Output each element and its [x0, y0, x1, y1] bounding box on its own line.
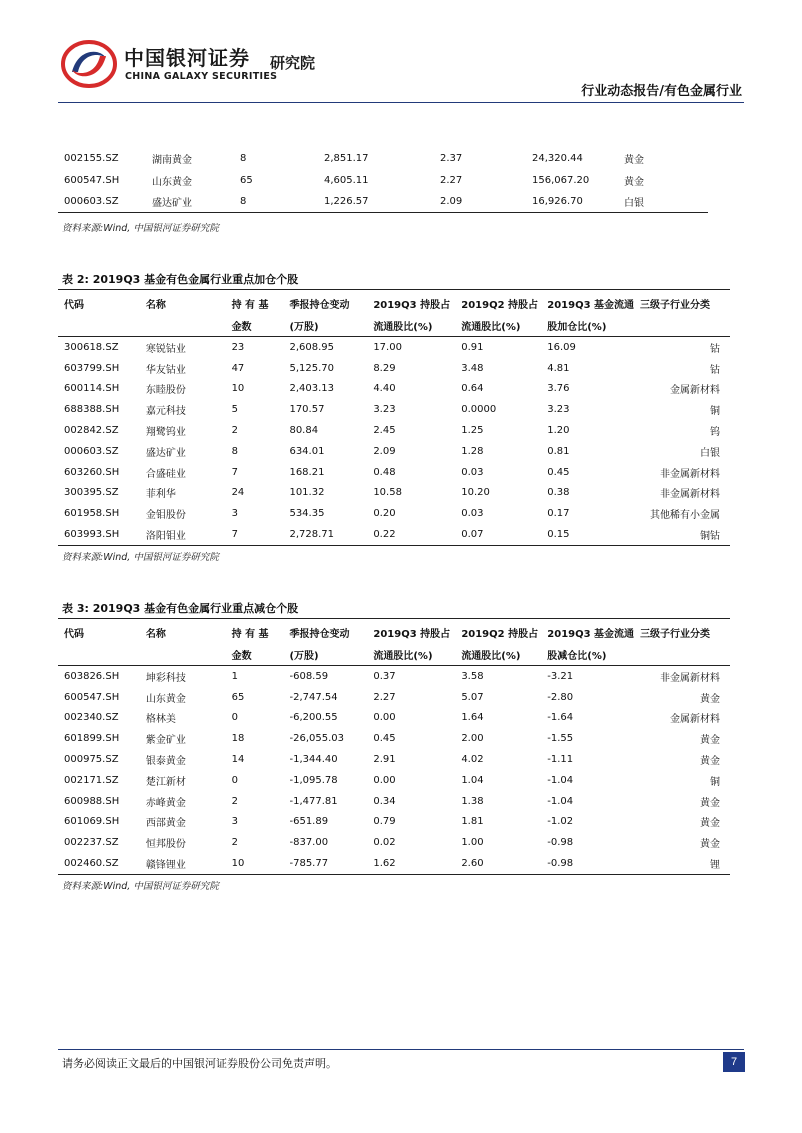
table-cell: 非金属新材料	[660, 489, 720, 501]
company-logo	[60, 38, 350, 90]
table-cell: 0.91	[461, 341, 484, 353]
table-cell: 1.64	[461, 712, 484, 724]
table-cell: 3.23	[373, 404, 396, 416]
table-cell: -1.04	[547, 795, 574, 807]
table-cell: 14	[231, 754, 245, 766]
table-cell: -1.02	[547, 816, 574, 828]
table-cell: 3.58	[461, 670, 484, 682]
table-cell: -3.21	[547, 670, 574, 682]
table-cell: 黄金	[700, 735, 720, 747]
table-cell: 金属新材料	[670, 385, 720, 397]
table-cell: 非金属新材料	[660, 672, 720, 684]
table-cell: 002340.SZ	[64, 712, 119, 724]
table-cell: 2.27	[373, 691, 396, 703]
table-cell: 10.20	[461, 487, 490, 499]
table-cell: 7	[226, 524, 284, 545]
table-row	[58, 832, 730, 853]
table-cell: 3.48	[461, 362, 484, 374]
column-header	[634, 643, 730, 666]
table-cell: 1.25	[461, 425, 484, 437]
table-row	[58, 420, 730, 441]
table-cell: 0.34	[373, 795, 396, 807]
table3-header-row2	[58, 643, 730, 666]
table-cell: 0.38	[547, 487, 570, 499]
table-cell: 山东黄金	[145, 693, 186, 705]
column-header: 2019Q2 持股占	[455, 619, 541, 644]
column-header: 持 有 基	[226, 619, 284, 644]
table-cell: 16,926.70	[526, 191, 618, 213]
page-number: 7	[723, 1052, 745, 1072]
table-cell: 1,226.57	[318, 191, 434, 213]
table-cell: 黄金	[700, 797, 720, 809]
table2-header-row2	[58, 314, 730, 337]
table-cell: 0.02	[373, 837, 396, 849]
column-header: 代码	[58, 619, 140, 644]
table-cell: 80.84	[289, 425, 319, 437]
galaxy-logo-icon	[60, 38, 118, 90]
table-cell: -1,095.78	[289, 774, 338, 786]
table-row	[58, 812, 730, 833]
table-row	[58, 337, 730, 358]
table1-body	[58, 148, 708, 213]
table-cell: 0.03	[461, 466, 484, 478]
table-cell: 2,608.95	[289, 341, 334, 353]
table-cell: 湖南黄金	[152, 155, 192, 167]
table-cell: -651.89	[289, 816, 329, 828]
table-cell: 2.09	[434, 191, 526, 213]
table-cell: -837.00	[289, 837, 329, 849]
table-cell: 7	[231, 466, 238, 478]
table-cell: 赤峰黄金	[145, 797, 186, 809]
table-cell: 西部黄金	[145, 818, 186, 830]
table-cell: 0.20	[373, 508, 396, 520]
table-cell: 钴	[710, 343, 720, 355]
table-cell: 0.79	[373, 816, 396, 828]
column-header: 2019Q3 基金流通	[541, 619, 634, 644]
table-cell: 600547.SH	[64, 174, 120, 186]
table2-header	[58, 290, 730, 337]
table-cell: 0.81	[547, 445, 570, 457]
table-cell: 0.37	[373, 670, 396, 682]
table2-body	[58, 337, 730, 546]
table-cell: 600988.SH	[64, 795, 120, 807]
table-cell: 赣锋锂业	[140, 853, 226, 874]
table-cell: 2.45	[373, 425, 396, 437]
table-row	[58, 483, 730, 504]
header-divider	[58, 102, 744, 103]
table-cell: 铜	[710, 406, 720, 418]
table3-header	[58, 619, 730, 666]
table-cell: 600547.SH	[64, 691, 120, 703]
table-cell: 黄金	[700, 756, 720, 768]
table-cell: 0.00	[373, 712, 396, 724]
table-cell: 0.45	[547, 466, 570, 478]
table-cell: -1.64	[547, 712, 574, 724]
table-cell: 2	[231, 425, 238, 437]
table-row	[58, 148, 708, 169]
table-cell: 8.29	[373, 362, 396, 374]
table-cell: 000603.SZ	[64, 445, 119, 457]
table-row	[58, 666, 730, 687]
column-header: 流通股比(%)	[455, 643, 541, 666]
table-cell: -26,055.03	[289, 733, 344, 745]
table-cell: 0.03	[461, 508, 484, 520]
table-cell: 3.23	[547, 404, 570, 416]
table-cell: 300618.SZ	[64, 341, 119, 353]
table-cell: 600114.SH	[64, 383, 120, 395]
table-cell: 168.21	[289, 466, 325, 478]
table-cell: 2.37	[440, 153, 463, 165]
table-row	[58, 379, 730, 400]
table-cell: 2,851.17	[324, 153, 369, 165]
table-cell: 0.0000	[461, 404, 497, 416]
column-header: 2019Q3 基金流通	[541, 290, 634, 315]
table-cell: 银泰黄金	[145, 756, 186, 768]
table-cell: 634.01	[289, 445, 325, 457]
column-header: 2019Q3 持股占	[367, 619, 455, 644]
column-header	[58, 314, 140, 337]
table-cell: 601958.SH	[64, 508, 120, 520]
table-cell: 002155.SZ	[64, 153, 119, 165]
logo-chinese-name: 中国银河证券	[124, 46, 250, 70]
table-cell: 300395.SZ	[64, 487, 119, 499]
table-row	[58, 770, 730, 791]
table-cell: -785.77	[283, 853, 367, 874]
column-header: 三级子行业分类	[634, 290, 730, 315]
table-cell: 锂	[634, 853, 730, 874]
table-cell: 2.60	[455, 853, 541, 874]
table-cell: 47	[231, 362, 245, 374]
table-cell: 65	[240, 174, 253, 186]
table-cell: 1.28	[461, 445, 484, 457]
table2-caption: 表 2: 2019Q3 基金有色金属行业重点加仓个股	[62, 273, 299, 286]
table-cell: 10	[231, 383, 245, 395]
table3-header-row1	[58, 619, 730, 644]
table-cell: -2.80	[547, 691, 574, 703]
column-header: 名称	[140, 619, 226, 644]
footer-disclaimer: 请务必阅读正文最后的中国银河证券股份公司免责声明。	[62, 1057, 337, 1070]
column-header: 持 有 基	[226, 290, 284, 315]
table3-source: 资料来源:Wind, 中国银河证券研究院	[62, 881, 219, 892]
table-cell: 002842.SZ	[64, 425, 119, 437]
table-cell: 3	[231, 816, 238, 828]
table-cell: 1.04	[461, 774, 484, 786]
table-cell: 1.38	[461, 795, 484, 807]
table-cell: 8	[231, 445, 238, 457]
column-header	[140, 643, 226, 666]
table-cell: 黄金	[700, 839, 720, 851]
table-cell: 4.40	[373, 383, 396, 395]
table-cell: -1,477.81	[289, 795, 338, 807]
table-cell: 金属新材料	[670, 714, 720, 726]
table-cell: 002237.SZ	[64, 837, 119, 849]
column-header: 季报持仓变动	[283, 290, 367, 315]
table-cell: 黄金	[624, 176, 644, 188]
column-header: 金数	[226, 643, 284, 666]
table-cell: 坤彩科技	[145, 672, 186, 684]
table-cell: -2,747.54	[289, 691, 338, 703]
column-header	[634, 314, 730, 337]
table-cell: 2	[231, 795, 238, 807]
table1-source: 资料来源:Wind, 中国银河证券研究院	[62, 223, 219, 234]
table-cell: 钨	[710, 427, 720, 439]
table-cell: 18	[231, 733, 245, 745]
table-row	[58, 749, 730, 770]
column-header: (万股)	[283, 643, 367, 666]
table-cell: 0	[231, 712, 238, 724]
column-header: 三级子行业分类	[634, 619, 730, 644]
table-cell: 17.00	[373, 341, 402, 353]
table2-overweight-stocks	[58, 289, 730, 546]
table-cell: 0.48	[373, 466, 396, 478]
table-cell: 002460.SZ	[58, 853, 140, 874]
table-row	[58, 708, 730, 729]
table-cell: 16.09	[547, 341, 576, 353]
table-cell: 23	[231, 341, 245, 353]
table-cell: 金钼股份	[145, 510, 186, 522]
column-header: 股加仓比(%)	[541, 314, 634, 337]
table-cell: 603993.SH	[58, 524, 140, 545]
table-cell: 白银	[700, 447, 720, 459]
table-cell: 翔鹭钨业	[145, 427, 186, 439]
column-header: (万股)	[283, 314, 367, 337]
table-row	[58, 687, 730, 708]
table-cell: 000975.SZ	[64, 754, 119, 766]
table-cell: 10	[226, 853, 284, 874]
table-cell: 601069.SH	[64, 816, 120, 828]
table-row	[58, 399, 730, 420]
table-cell: 24	[231, 487, 245, 499]
table1-continuation	[58, 148, 708, 213]
table-cell: 3	[231, 508, 238, 520]
table-cell: 盛达矿业	[145, 447, 186, 459]
table-cell: 0.64	[461, 383, 484, 395]
table3-caption: 表 3: 2019Q3 基金有色金属行业重点减仓个股	[62, 602, 299, 615]
column-header	[58, 643, 140, 666]
table-cell: 东睦股份	[145, 385, 186, 397]
table-cell: 5.07	[461, 691, 484, 703]
table-cell: 10.58	[373, 487, 402, 499]
table-cell: 8	[240, 153, 247, 165]
table-cell: 603826.SH	[64, 670, 120, 682]
table-cell: -0.98	[547, 837, 574, 849]
table-cell: 黄金	[700, 693, 720, 705]
table-cell: -0.98	[541, 853, 634, 874]
table-cell: 白银	[618, 191, 708, 213]
table-cell: 0.22	[367, 524, 455, 545]
table-cell: 688388.SH	[64, 404, 120, 416]
table-cell: 1	[231, 670, 238, 682]
table-row	[58, 524, 730, 545]
column-header: 名称	[140, 290, 226, 315]
table-cell: 华友钴业	[145, 364, 186, 376]
table-cell: 楚江新材	[145, 776, 186, 788]
table-cell: 黄金	[624, 155, 644, 167]
table-row	[58, 853, 730, 874]
table2-header-row1	[58, 290, 730, 315]
table-cell: 2,403.13	[289, 383, 334, 395]
table-cell: 0.00	[373, 774, 396, 786]
table3-body	[58, 666, 730, 875]
table-row	[58, 791, 730, 812]
table-cell: -1,344.40	[289, 754, 338, 766]
table2-source: 资料来源:Wind, 中国银河证券研究院	[62, 552, 219, 563]
table-cell: 0.07	[455, 524, 541, 545]
logo-english-name: CHINA GALAXY SECURITIES	[125, 71, 278, 82]
table-cell: 101.32	[289, 487, 325, 499]
column-header: 2019Q2 持股占	[455, 290, 541, 315]
table-cell: 紫金矿业	[145, 735, 186, 747]
column-header: 股减仓比(%)	[541, 643, 634, 666]
table-cell: 0.45	[373, 733, 396, 745]
table-row	[58, 358, 730, 379]
table-cell: 1.20	[547, 425, 570, 437]
table-cell: 24,320.44	[532, 153, 583, 165]
table-cell: -1.04	[547, 774, 574, 786]
table-cell: 156,067.20	[532, 174, 590, 186]
table-cell: 601899.SH	[64, 733, 120, 745]
table-cell: 铜	[710, 776, 720, 788]
table-cell: 4.81	[547, 362, 570, 374]
table-cell: 2.00	[461, 733, 484, 745]
table3-underweight-stocks	[58, 618, 730, 875]
footer-divider	[58, 1049, 744, 1050]
logo-subtitle: 研究院	[270, 54, 316, 72]
table-cell: 嘉元科技	[145, 406, 186, 418]
table-cell: 黄金	[700, 818, 720, 830]
table-cell: 菲利华	[145, 489, 176, 501]
table-cell: 0.17	[547, 508, 570, 520]
table-row	[58, 462, 730, 483]
table-cell: 534.35	[289, 508, 325, 520]
table-cell: 4,605.11	[324, 174, 369, 186]
column-header: 流通股比(%)	[367, 314, 455, 337]
table-cell: 2	[231, 837, 238, 849]
table-cell: 合盛硅业	[145, 468, 186, 480]
table-row	[58, 503, 730, 524]
table-cell: 恒邦股份	[145, 839, 186, 851]
column-header: 金数	[226, 314, 284, 337]
table-cell: 寒锐钴业	[145, 343, 186, 355]
table-cell: 盛达矿业	[146, 191, 234, 213]
table-cell: 洛阳钼业	[140, 524, 226, 545]
table-row	[58, 728, 730, 749]
table-cell: 其他稀有小金属	[650, 510, 720, 522]
table-cell: 5,125.70	[289, 362, 334, 374]
table-cell: 2.27	[440, 174, 463, 186]
table-cell: 0	[231, 774, 238, 786]
table-cell: 非金属新材料	[660, 468, 720, 480]
table-cell: 1.81	[461, 816, 484, 828]
table-row	[58, 191, 708, 213]
table-cell: 5	[231, 404, 238, 416]
table-cell: 2.09	[373, 445, 396, 457]
table-cell: 0.15	[541, 524, 634, 545]
table-row	[58, 441, 730, 462]
table-cell: 8	[234, 191, 318, 213]
table-cell: 3.76	[547, 383, 570, 395]
table-cell: 4.02	[461, 754, 484, 766]
table-cell: -6,200.55	[289, 712, 338, 724]
column-header: 流通股比(%)	[455, 314, 541, 337]
column-header: 代码	[58, 290, 140, 315]
table-cell: 铜钴	[634, 524, 730, 545]
column-header: 流通股比(%)	[367, 643, 455, 666]
column-header	[140, 314, 226, 337]
table-cell: 170.57	[289, 404, 325, 416]
table-cell: 2,728.71	[283, 524, 367, 545]
table-cell: 002171.SZ	[64, 774, 119, 786]
table-cell: 603260.SH	[64, 466, 120, 478]
table-cell: -608.59	[289, 670, 329, 682]
table-cell: 1.00	[461, 837, 484, 849]
table-cell: 钴	[710, 364, 720, 376]
table-cell: 603799.SH	[64, 362, 120, 374]
table-cell: 山东黄金	[152, 176, 192, 188]
table-cell: 000603.SZ	[58, 191, 146, 213]
table-cell: 1.62	[367, 853, 455, 874]
table-cell: -1.55	[547, 733, 574, 745]
table-cell: 格林美	[145, 714, 176, 726]
column-header: 季报持仓变动	[283, 619, 367, 644]
column-header: 2019Q3 持股占	[367, 290, 455, 315]
report-type: 行业动态报告/有色金属行业	[581, 84, 742, 99]
table-cell: 2.91	[373, 754, 396, 766]
table-cell: 65	[231, 691, 245, 703]
table-row	[58, 169, 708, 190]
table-cell: -1.11	[547, 754, 574, 766]
